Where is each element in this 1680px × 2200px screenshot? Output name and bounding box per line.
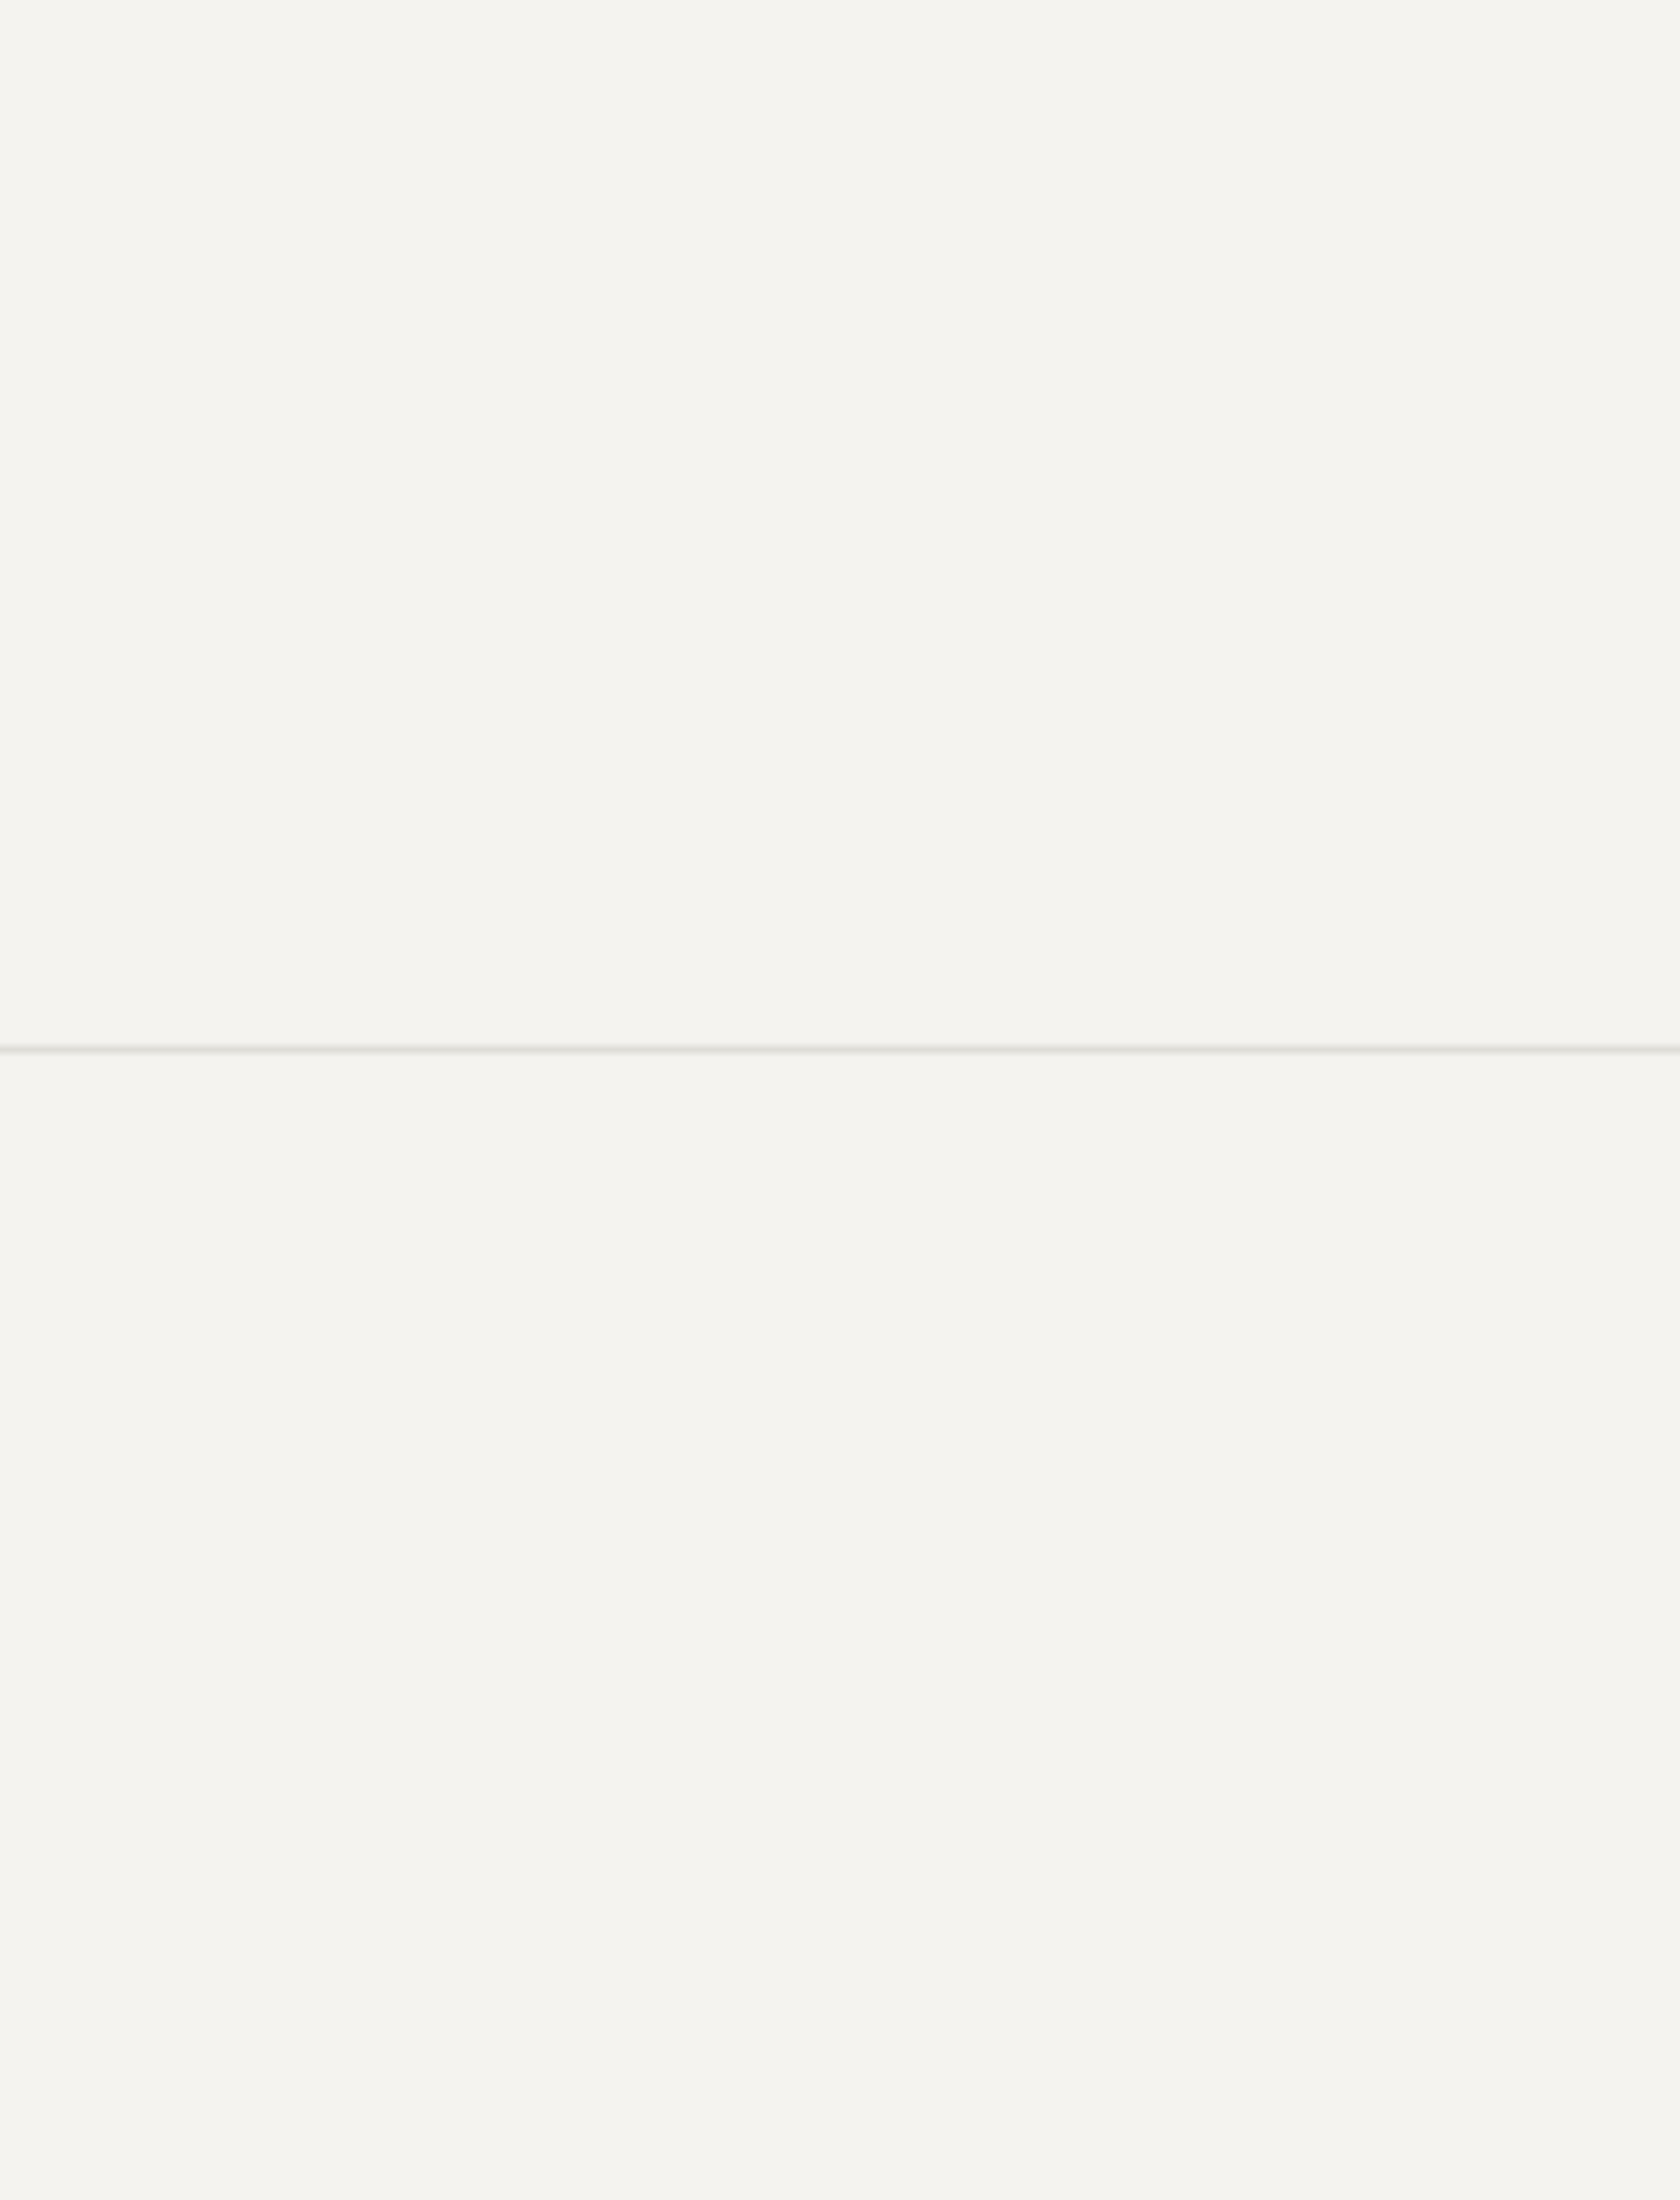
page-fold-crease [0, 1042, 1680, 1057]
